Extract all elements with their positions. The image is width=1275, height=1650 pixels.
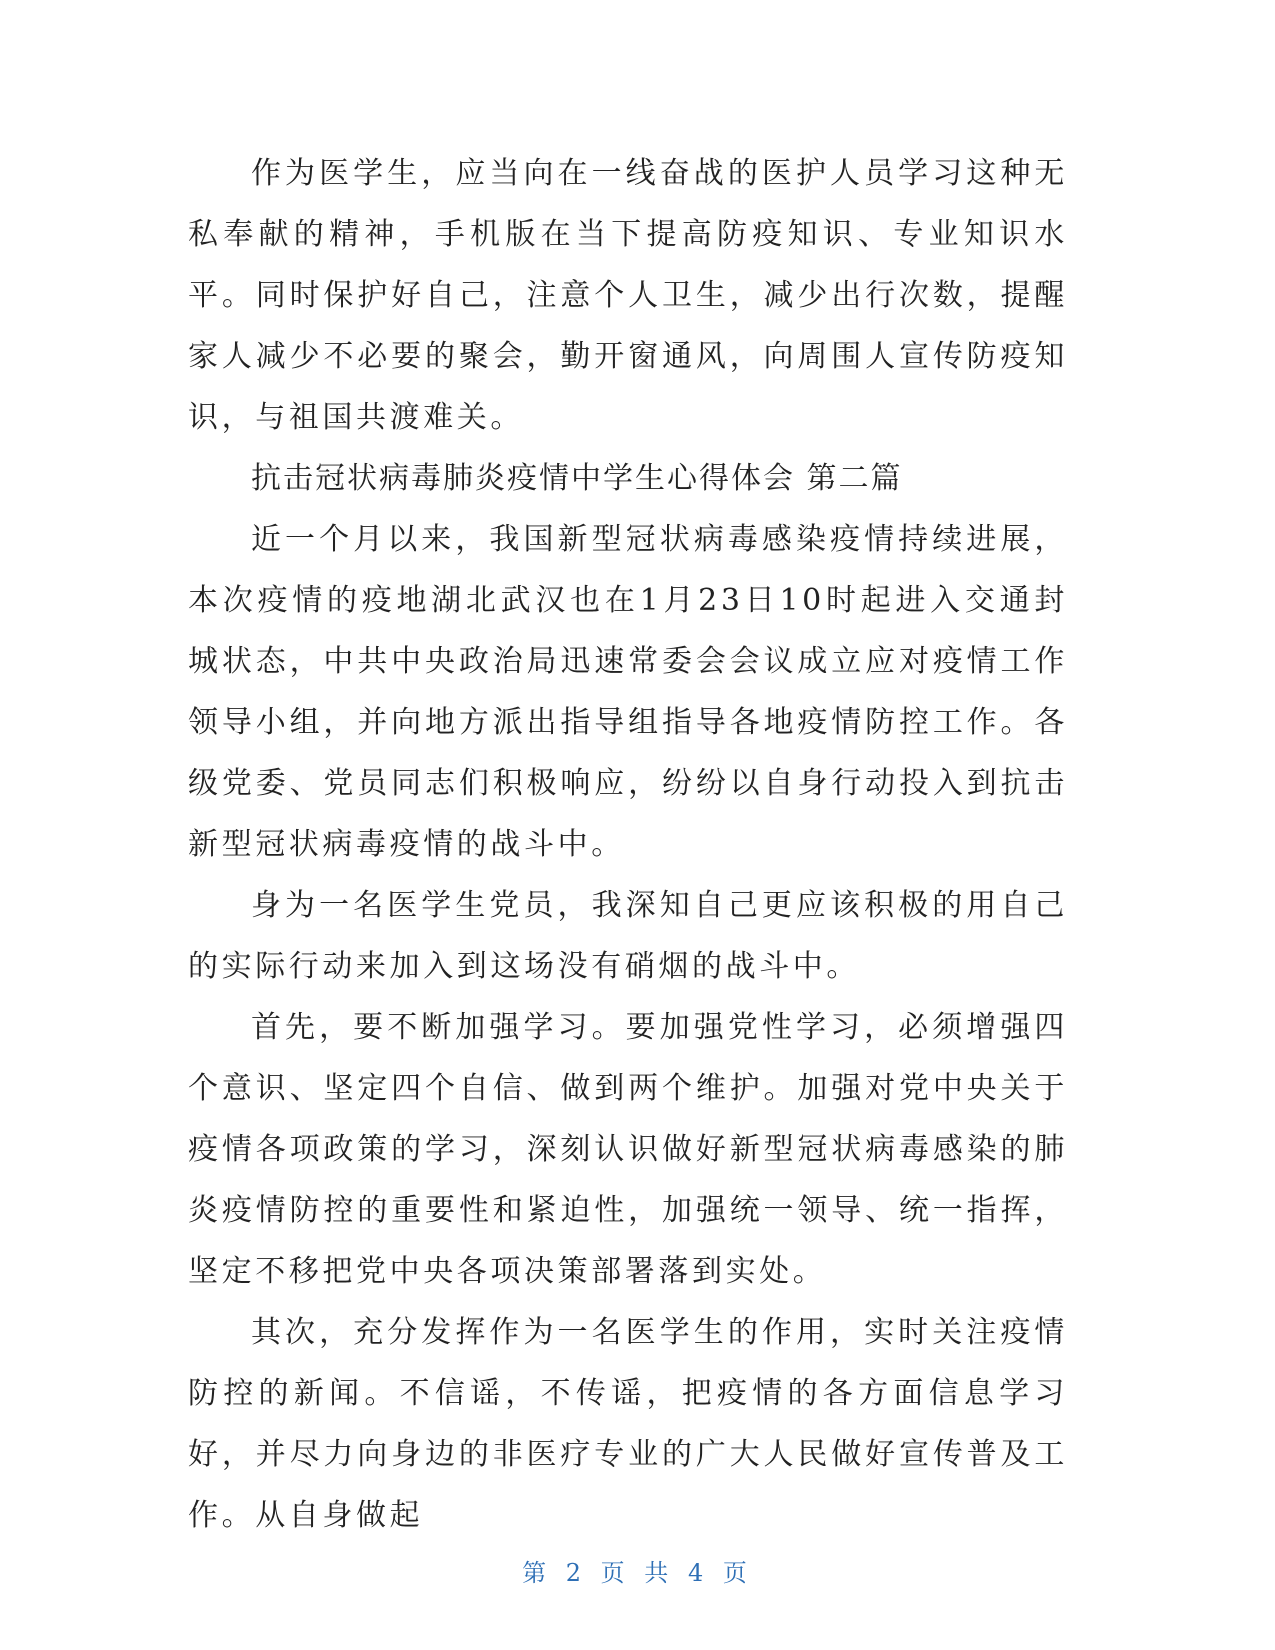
paragraph-5: 其次，充分发挥作为一名医学生的作用，实时关注疫情防控的新闻。不信谣，不传谣，把疫情的各方面信息学习好，并尽力向身边的非医疗专业的广大人民做好宣传普及工作。从自身做起 (188, 1315, 1068, 1533)
page-number-footer: 第 2 页 共 4 页 (522, 1559, 753, 1587)
paragraph-3: 身为一名医学生党员，我深知自己更应该积极的用自己的实际行动来加入到这场没有硝烟的战斗中。 (188, 888, 1068, 984)
paragraph-2: 近一个月以来，我国新型冠状病毒感染疫情持续进展，本次疫情的疫地湖北武汉也在1月23日10时起进入交通封城状态，中共中央政治局迅速常委会会议成立应对疫情工作领导小组，并向地方派出指导组指导各地疫情防控工作。各级党委、党员同志们积极响应，纷纷以自身行动投入到抗击新型冠状病毒疫情的战斗中。 (188, 522, 1068, 862)
paragraph-1: 作为医学生，应当向在一线奋战的医护人员学习这种无私奉献的精神，手机版在当下提高防疫知识、专业知识水平。同时保护好自己，注意个人卫生，减少出行次数，提醒家人减少不必要的聚会，勤开窗通风，向周围人宣传防疫知识，与祖国共渡难关。 (188, 156, 1068, 435)
paragraph-4: 首先，要不断加强学习。要加强党性学习，必须增强四个意识、坚定四个自信、做到两个维护。加强对党中央关于疫情各项政策的学习，深刻认识做好新型冠状病毒感染的肺炎疫情防控的重要性和紧迫性，加强统一领导、统一指挥，坚定不移把党中央各项决策部署落到实处。 (188, 1010, 1068, 1289)
section-heading: 抗击冠状病毒肺炎疫情中学生心得体会 第二篇 (251, 461, 903, 496)
document-body (188, 143, 1068, 1546)
